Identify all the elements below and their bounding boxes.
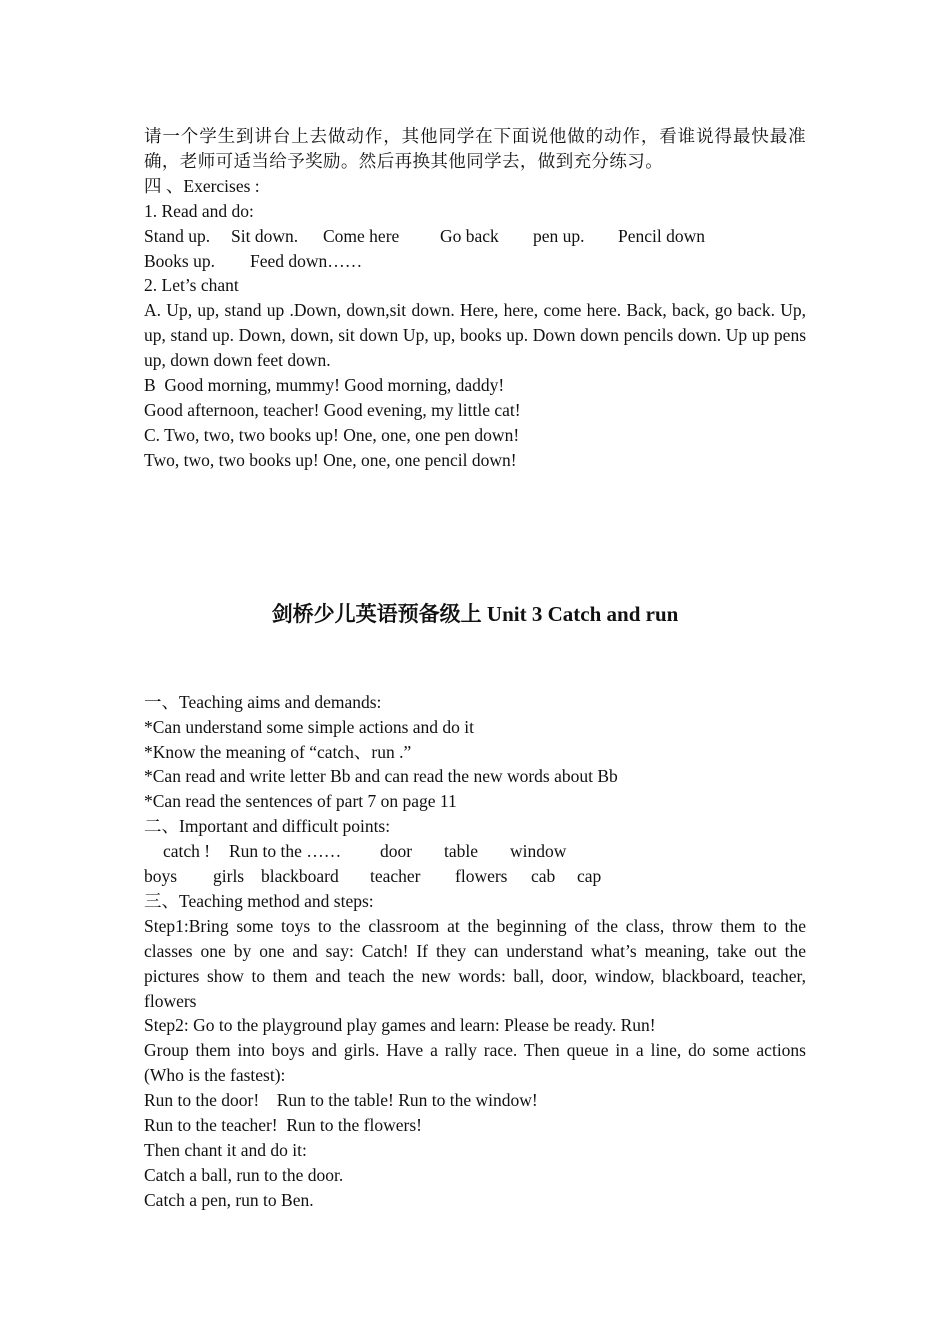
key-word: flowers bbox=[455, 866, 508, 887]
action-word: Come here bbox=[323, 225, 400, 246]
key-word: window bbox=[510, 841, 567, 862]
read-do-line-2 bbox=[144, 249, 806, 274]
key-word: girls bbox=[213, 866, 245, 887]
chant-c-line-1: C. Two, two, two books up! One, one, one pen down! bbox=[144, 424, 520, 445]
points-heading: 二、Important and difficult points: bbox=[144, 816, 391, 837]
aims-heading: 一、Teaching aims and demands: bbox=[144, 691, 382, 712]
run-line-2: Run to the teacher! Run to the flowers! bbox=[144, 1115, 422, 1136]
action-word: pen up. bbox=[533, 225, 585, 246]
key-word: door bbox=[380, 841, 413, 862]
catch-line-2: Catch a pen, run to Ben. bbox=[144, 1189, 314, 1210]
chant-heading: 2. Let’s chant bbox=[144, 275, 239, 296]
chant-a: A. Up, up, stand up .Down, down,sit down. Here, here, come here. Back, back, go back. Up, up, stand up. Down, down, sit down Up, up, books up. Down down pencils down. Up up pens up, down down feet down. bbox=[144, 300, 806, 371]
method-heading: 三、Teaching method and steps: bbox=[144, 890, 374, 911]
group-paragraph: Group them into boys and girls. Have a rally race. Then queue in a line, do some actions (Who is the fastest): bbox=[144, 1040, 806, 1086]
key-word: cab bbox=[531, 866, 556, 887]
key-word: teacher bbox=[370, 866, 421, 887]
aim-item: *Know the meaning of “catch、run .” bbox=[144, 741, 412, 762]
key-word: cap bbox=[577, 866, 602, 887]
run-line-1: Run to the door! Run to the table! Run to the window! bbox=[144, 1090, 538, 1111]
key-word: Run to the …… bbox=[229, 841, 342, 862]
read-do-heading: 1. Read and do: bbox=[144, 200, 254, 221]
chant-instruction: Then chant it and do it: bbox=[144, 1140, 307, 1160]
chant-b-line-1: B Good morning, mummy! Good morning, daddy! bbox=[144, 375, 505, 396]
chant-b-line-2: Good afternoon, teacher! Good evening, my little cat! bbox=[144, 399, 521, 420]
points-line-1 bbox=[144, 839, 806, 864]
key-word: boys bbox=[144, 866, 178, 887]
catch-line-1: Catch a ball, run to the door. bbox=[144, 1164, 344, 1185]
read-do-line-1 bbox=[144, 224, 806, 249]
aim-item: *Can understand some simple actions and do it bbox=[144, 716, 475, 737]
unit-title: 剑桥少儿英语预备级上 Unit 3 Catch and run bbox=[271, 601, 679, 626]
action-word: Sit down. bbox=[231, 225, 299, 246]
key-word: catch ! bbox=[163, 841, 211, 862]
action-word: Stand up. bbox=[144, 225, 211, 246]
aim-item: *Can read and write letter Bb and can read the new words about Bb bbox=[144, 766, 618, 787]
intro-paragraph: 请一个学生到讲台上去做动作，其他同学在下面说他做的动作，看谁说得最快最准确，老师可适当给予奖励。然后再换其他同学去，做到充分练习。 bbox=[144, 126, 806, 171]
chant-c-line-2: Two, two, two books up! One, one, one pencil down! bbox=[144, 449, 517, 470]
points-line-2 bbox=[144, 864, 806, 889]
action-word: Feed down…… bbox=[250, 250, 363, 271]
key-word: blackboard bbox=[261, 866, 339, 887]
key-word: table bbox=[444, 841, 479, 862]
action-word: Books up. bbox=[144, 250, 215, 271]
step-1: Step1:Bring some toys to the classroom at the beginning of the class, throw them to the classes one by one and say: Catch! If they can understand what’s meaning, take out the pictures show to them and teach the new words: ball, door, window, blackboard, teacher, flowers bbox=[144, 915, 806, 1011]
aim-item: *Can read the sentences of part 7 on page 11 bbox=[144, 791, 457, 812]
step-2: Step2: Go to the playground play games and learn: Please be ready. Run! bbox=[144, 1015, 656, 1036]
action-word: Pencil down bbox=[618, 225, 706, 246]
action-word: Go back bbox=[440, 225, 499, 246]
document-page bbox=[144, 124, 806, 1213]
exercises-heading: 四 、Exercises : bbox=[144, 175, 260, 196]
